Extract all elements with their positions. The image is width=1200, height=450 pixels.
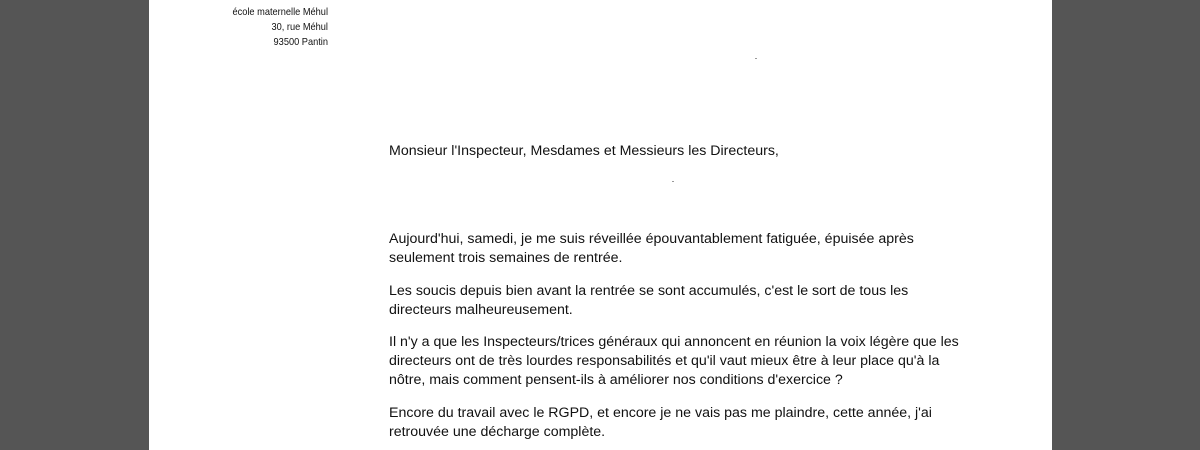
paragraph-line: Encore du travail avec le RGPD, et encore je ne vais pas me plaindre, cette année, j'ai [389, 405, 932, 421]
paragraph-line: Il n'y a que les Inspecteurs/trices généraux qui annoncent en réunion la voix légère que les [389, 334, 959, 350]
sender-city: 93500 Pantin [273, 36, 328, 48]
paragraph-line: directeurs malheureusement. [389, 302, 573, 318]
letter-salutation [389, 142, 1029, 161]
paragraph-line: Aujourd'hui, samedi, je me suis réveillée épouvantablement fatiguée, épuisée après [389, 231, 914, 247]
letter-paragraph-2 [389, 282, 1029, 320]
paragraph-line: retrouvée une décharge complète. [389, 424, 606, 440]
letter-paragraph-3 [389, 333, 1029, 390]
sender-school-name: école maternelle Méhul [232, 6, 328, 18]
paragraph-line: directeurs ont de très lourdes responsabilités et qu'il vaut mieux être à leur place qu'à la [389, 353, 940, 369]
scan-speck [755, 58, 757, 59]
letter-paragraph-1 [389, 230, 1029, 268]
scan-speck [672, 181, 674, 182]
sender-street: 30, rue Méhul [271, 21, 328, 33]
paragraph-line: Les soucis depuis bien avant la rentrée se sont accumulés, c'est le sort de tous les [389, 283, 909, 299]
letter-paragraph-4 [389, 404, 1029, 442]
sender-address [170, 5, 328, 50]
salutation-line: Monsieur l'Inspecteur, Mesdames et Messieurs les Directeurs, [389, 143, 779, 159]
letter-page [149, 0, 1052, 450]
paragraph-line: nôtre, mais comment pensent-ils à améliorer nos conditions d'exercice ? [389, 372, 843, 388]
paragraph-line: seulement trois semaines de rentrée. [389, 250, 623, 266]
